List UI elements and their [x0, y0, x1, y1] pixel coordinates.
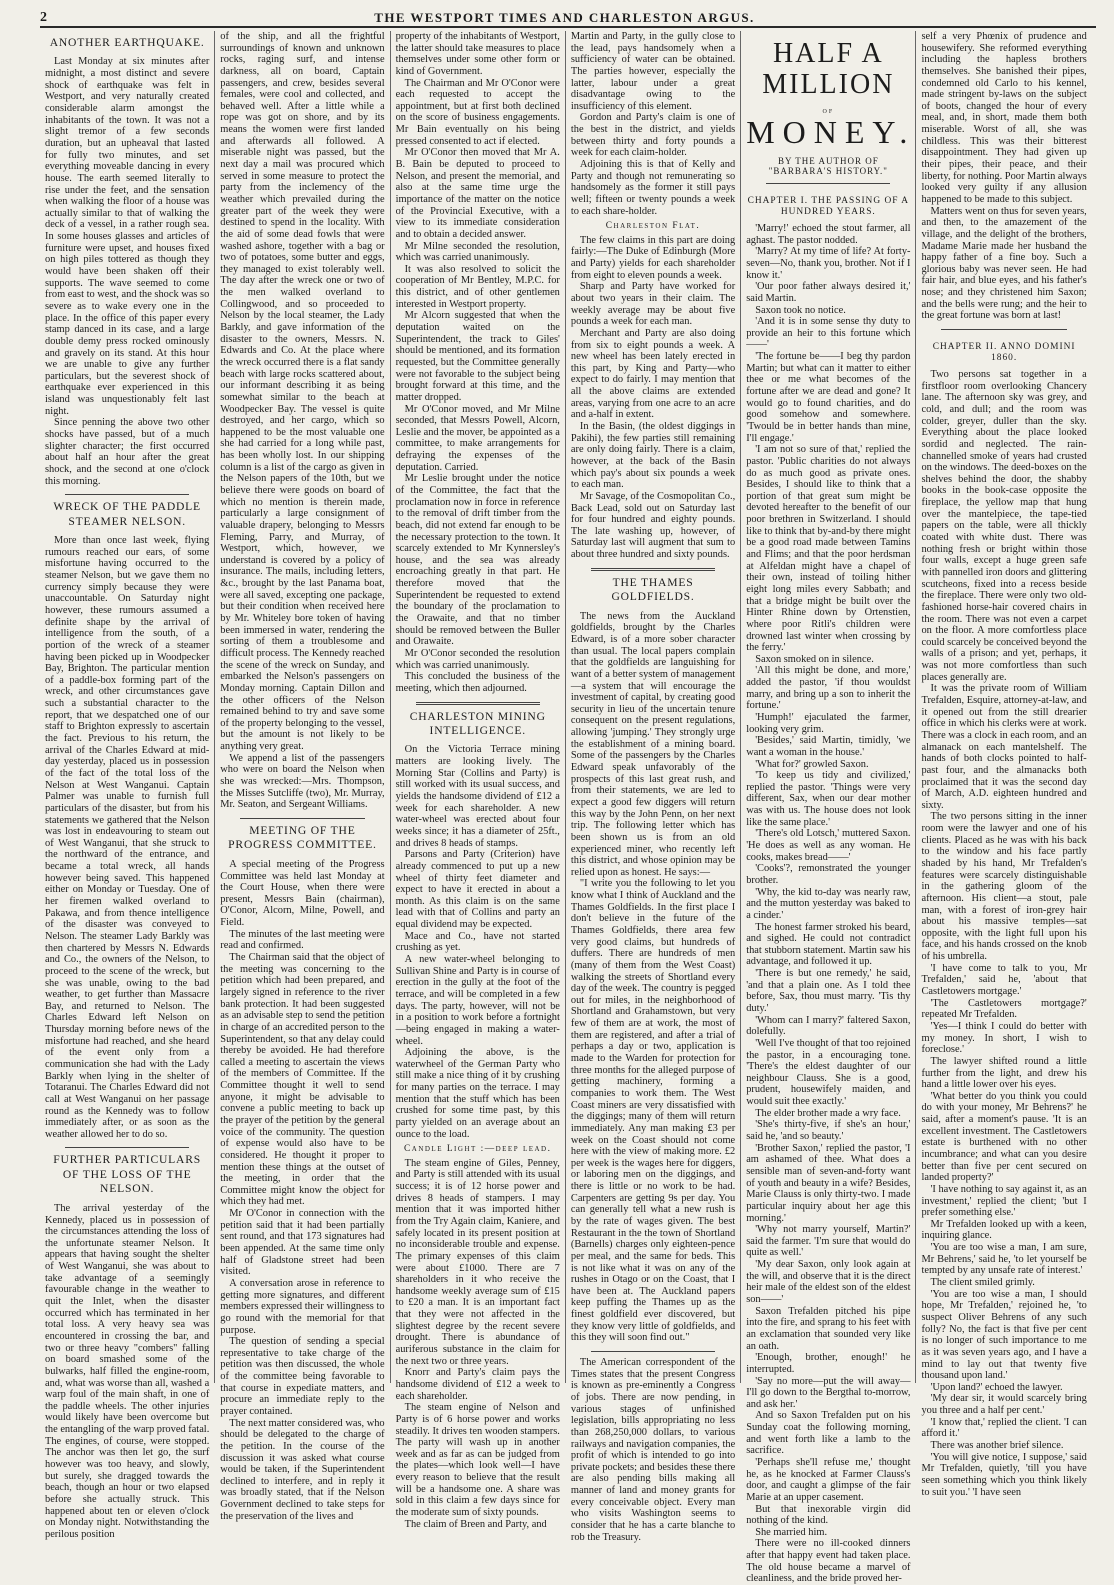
article-paragraph: This concluded the business of the meeting, which then adjourned.	[395, 671, 560, 694]
column-4	[566, 31, 741, 1543]
article-paragraph: The Chairman said that the object of the meeting was concerning to the petition which had been prepared, and largely signed in reference to the river bank protection. It had been suggested as an advisable step to send the petition in charge of an accredited person to the Superintendent, so that any delay could thereby be avoided. He had therefore called a meeting to ascertain the views of the members of Committee. If the Committee thought it well to send anyone, it might be advisable to convene a public meeting to back up the prayer of the petition by the general voice of the community. The question of expense would also have to be considered. He thought it proper to mention these things at the outset of the meeting, in order that the Committee might know the object for which they had met.	[220, 952, 385, 1208]
story-paragraph: 'All this might be done, and more,' added the pastor, 'if thou wouldst marry, and bring up a son to inherit the fortune.'	[746, 665, 911, 712]
column-rule	[941, 329, 1066, 330]
column-6	[916, 31, 1091, 1498]
story-paragraph: There was another brief silence.	[930, 1440, 1064, 1452]
serial-title-line-1: HALF A MILLION	[762, 38, 895, 100]
serial-title-line-2: MONEY.	[746, 113, 916, 150]
article-paragraph: Mace and Co., have not started crushing as yet.	[395, 930, 560, 954]
article-paragraph: The steam engine of Giles, Penney, and Party is still attended with its usual success; it is of 12 horse power and drives 8 heads of stampers. I may mention that it was imported hither from the Try Again claim, Kaniere, and safely located in its present position at no inconsiderable trouble and expense. The primary expenses of this claim were about £1000. There are 7 shareholders in it who receive the handsome weekly average sum of £15 to £20 a man. It is an important fact that they were not affected in the slightest degree by the recent severe drought. There is abundance of auriferous substance in the claim for the next two or three years.	[395, 1157, 560, 1367]
headline-progress-committee: MEETING OF THE PROGRESS COMMITTEE.	[228, 823, 377, 852]
column-3	[391, 31, 566, 1530]
story-paragraph: The two persons sitting in the inner room were the lawyer and one of his clients. Placed as he was with his back to the window and his face partly shaded by his hand, Mr Trefalden's features were scarcely distinguishable in the gathering gloom of the afternoon. His client—a stout, pale man, with a forest of iron-grey hair about his massive temples—sat opposite, with the light full upon his face, and his hands crossed on the knob of his umbrella.	[921, 811, 1087, 963]
story-paragraph: 'You will give notice, I suppose,' said Mr Trefalden, quietly, 'till you have seen something which you think likely to suit you.' 'I have seen	[921, 1451, 1087, 1498]
story-paragraph: Two persons sat together in a firstfloor room overlooking Chancery lane. The afternoon sky was grey, and cold, and dull; and the room was colder, greyer, duller than the sky. Everything about the place looked sordid and neglected. The rain-channelled smoke of years had crusted on the windows. The deed-boxes on the shelves behind the door, the shabby books in the book-case opposite the fireplace, the yellow map that hung over the mantelpiece, the tape-tied papers on the table, were all thickly coated with white dust. There was nothing fresh or bright within those four walls, except a huge green safe with pannelled iron doors and glittering scutcheons, fixed into a recess beside the fireplace. There were only two old-fashioned horse-hair covered chairs in the room. There was not even a carpet on the floor. A more comfortless place could scarcely be conceived beyond the walls of a prison; and yet, perhaps, it was not more comfortless than such places generally are.	[921, 369, 1087, 683]
story-paragraph: 'Why, the kid to-day was nearly raw, and the mutton yesterday was baked to a cinder.'	[746, 886, 911, 921]
article-paragraph: Sharp and Party have worked for about two years in their claim. The weekly average may be about five pounds a week for each man.	[570, 281, 736, 328]
article-paragraph: Merchant and Party are also doing from six to eight pounds a week. A new wheel has been lately erected in this part, by King and Party—who expect to do fairly. I may mention that all the above claims are extended areas, varying from one acre to an acre and a-half in extent.	[570, 327, 736, 421]
story-paragraph: 'She's thirty-five, if she's an hour,' said he, 'and so beauty.'	[746, 1119, 911, 1143]
article-paragraph: The steam engine of Nelson and Party is of 6 horse power and works steadily. It drives ten wooden stampers. The party will wash up in another week and as far as can be judged from the plates—which look well—I have every reason to believe that the result will be a handsome one. A share was sold in this claim a few days since for the moderate sum of sixty pounds.	[395, 1402, 560, 1519]
article-paragraph: of the ship, and all the frightful surroundings of known and unknown rocks, raging surf, and intense darkness, all on board, Captain passengers, and crew, besides several females, were cool and collected, and behaved well. After a little while a rope was got on shore, and by its means the women were first landed and afterwards all followed. A miserable night was passed, but the next day a mail was procured which served in some measure to protect the party from the inclemency of the weather which prevailed during the greater part of the week they were destined to spend in the locality. With the aid of some dead fowls that were washed ashore, together with a bag or two of potatoes, some butter and eggs, they managed to exist tolerably well. The day after the wreck one or two of the men walked overland to Collingwood, and so proceeded to Nelson by the local steamer, the Lady Barkly, and gave information of the disaster to the owners, Messrs. N. Edwards and Co. At the place where the wreck occurred there is a flat sandy beach with large rocks scattered about, our informant describing it as being somewhat similar to the beach at Woodpecker Bay. The vessel is quite destroyed, and her cargo, which so happened to be the most valuable one she had carried for a long while past, has been wholly lost. In our shipping column is a list of the cargo as given in the Nelson papers of the 10th, but we believe there were goods on board of which no mention is therein made, particularly a large consignment of valuable drapery, belonging to Messrs Fleming, Parry, and Murray, of Westport, which, however, we understand is covered by a policy of insurance. The mails, including letters, &c., brought by the last Panama boat, were all saved, excepting one package, but their condition when received here by Mr. Whiteley bore token of having been immersed in water, rendering the sorting of them a troublesome and difficult process. The Kennedy reached the scene of the wreck on Sunday, and embarked the Nelson's passengers on Monday morning. Captain Dillon and the other officers of the Nelson remained behind to try and save some of the property belonging to the vessel, but the amount is not likely to be anything very great.	[220, 31, 385, 753]
article-paragraph: Parsons and Party (Criterion) have already commenced to put up a new wheel of thirty feet diameter and expect to have it erected in about a month. As this claim is on the same lead with that of Collins and party an equal dividend may be expected.	[395, 849, 560, 931]
column-rule	[65, 494, 189, 495]
story-paragraph: But that inexorable virgin did nothing of the kind.	[746, 1503, 911, 1527]
column-rule	[766, 183, 890, 184]
column-2	[215, 31, 390, 1522]
headline-wreck-nelson: WRECK OF THE PADDLE STEAMER NELSON.	[53, 500, 201, 528]
article-paragraph: A new water-wheel belonging to Sullivan Shine and Party is in course of erection in the gully at the foot of the terrace, and will be completed in a few days. The party, however, will not be in a position to work before a fortnight—being engaged in making a water-wheel.	[395, 954, 560, 1047]
story-paragraph: 'Marry? At my time of life? At forty-seven—No, thank you, brother. Not if I know it.'	[746, 246, 911, 281]
article-paragraph: The Chairman and Mr O'Conor were each requested to accept the appointment, but at first both declined on the score of business engagements. Mr Bain eventually on his being pressed consented to act if elected.	[395, 77, 560, 147]
story-paragraph: 'Brother Saxon,' replied the pastor, 'I am ashamed of thee. What does a sensible man of seven-and-forty want of youth and beauty in a wife? Besides, Marie Clauss is only thirty-two. I made particular inquiry about her age this morning.'	[746, 1142, 911, 1224]
column-rule	[591, 1351, 715, 1352]
headline-charleston-mining: CHARLESTON MINING INTELLIGENCE.	[409, 709, 546, 737]
story-paragraph: Saxon smoked on in silence.	[755, 653, 874, 665]
story-paragraph: 'Say no more—put the will away—I'll go down to the Bergthal to-morrow, and ask her.'	[746, 1375, 911, 1410]
story-paragraph: 'I am not so sure of that,' replied the pastor. 'Public charities do not always do as much good as private ones. Besides, I should like to think that a portion of that great sum might be devoted hereafter to the benefit of our poor brethren in Switzerland. I should like to think that by-and-by there might be a good road made between Tamins and Flims; and that the poor herdsman at Alfeldan might have a chapel of their own, instead of toiling hither eight long miles every Sabbath; and that a bridge might be built over the Hinter Rhine down by Ortenstien, where poor Ritli's children were drowned last winter when crossing by the ferry.'	[746, 444, 911, 654]
article-paragraph: Since penning the above two other shocks have passed, but of a much slighter character; the first occurred about half an hour after the great shock, and the second at one o'clock this morning.	[45, 417, 210, 487]
article-paragraph: Mr Milne seconded the resolution, which was carried unanimously.	[395, 240, 560, 264]
story-paragraph: 'My dear Saxon, only look again at the will, and observe that it is the direct heir male of the eldest son of the eldest son——'	[746, 1259, 911, 1306]
column-1	[40, 31, 215, 1540]
story-paragraph: Saxon Trefalden pitched his pipe into the fire, and sprang to his feet with an exclamation that sounded very like an oath.	[746, 1305, 911, 1352]
article-paragraph: The claim of Breen and Party, and	[404, 1518, 547, 1530]
story-paragraph: Mr Trefalden looked up with a keen, inquiring glance.	[921, 1218, 1087, 1242]
article-paragraph: Mr O'Conor seconded the resolution which was carried unanimously.	[395, 647, 560, 671]
story-paragraph: 'What for?' growled Saxon.	[755, 758, 869, 770]
serial-byline: BY THE AUTHOR OF "BARBARA'S HISTORY."	[768, 155, 888, 176]
chapter-heading: CHAPTER II. ANNO DOMINI 1860.	[932, 342, 1076, 363]
headline-further-particulars: FURTHER PARTICULARS OF THE LOSS OF THE NELSON.	[53, 1153, 201, 1196]
column-rule	[65, 1147, 189, 1148]
story-paragraph: 'Upon land?' echoed the lawyer.	[930, 1381, 1063, 1393]
story-paragraph: 'The Castletowers mortgage?' repeated Mr Trefalden.	[921, 997, 1087, 1021]
article-paragraph: Mr Alcorn suggested that when the deputation waited on the Superintendent, the track to Giles' should be mentioned, and its formation requested, but the Committee generally were not favorable to the subject being brought forward at this time, and the matter dropped.	[395, 310, 560, 403]
subheading-candle-light: Candle Light :—deep lead.	[404, 1144, 552, 1155]
article-paragraph: Mr O'Conor in connection with the petition said that it had been partially sent round, and that 173 signatures had been appended. At the same time only half of Gladstone street had been visited.	[220, 1208, 385, 1278]
article-paragraph: A conversation arose in reference to getting more signatures, and different members expressed their willingness to go round with the memorial for that purpose.	[220, 1277, 385, 1336]
story-paragraph: self a very Phœnix of prudence and housewifery. She reformed everything including the hapless brothers themselves. She banished their pipes, condemned old Carlo to his kennel, made stringent by-laws on the subject of boots, changed the hour of every meal, and, in short, made them both miserable. Worst of all, she was childless. This was their bitterest disappointment. They had given up their pipes, their peace, and their liberty, for nothing. Poor Martin always looked very guilty if any allusion happened to be made to this subject.	[921, 31, 1087, 205]
article-paragraph: The American correspondent of the Times states that the present Congress is known as pre-eminently a Congress of jobs. There are now pending, in various stages of unfinished legislation, bills appropriating no less than 268,250,000 dollars, to various railways and navigation companies, the profit of which is intended to go into private pockets; and besides these there are also pending bills making all manner of land and money grants for every conceivable object. Every man who visits Washington seems to consider that he has a carte blanche to rob the Treasury.	[570, 1357, 736, 1543]
story-paragraph: 'The fortune be——I beg thy pardon Martin; but what can it matter to either thee or me what becomes of the fortune after we are dead and gone? It would go to found charities, and do good somehow and somewhere. 'Twould be in better hands than mine, I'll engage.'	[746, 351, 911, 444]
article-paragraph: It was also resolved to solicit the cooperation of Mr Bentley, M.P.C. for this district, and of other gentlemen interested in Westport property.	[395, 263, 560, 310]
article-paragraph: The question of sending a special representative to take charge of the petition was then discussed, the whole of the committee being favorable to that course in expediate matters, and procure an immediate reply to the prayer contained.	[220, 1336, 385, 1417]
story-paragraph: 'Perhaps she'll refuse me,' thought he, as he knocked at Farmer Clauss's door, and caught a glimpse of the fair Marie at an upper casement.	[746, 1456, 911, 1503]
subheading-charleston-flat: Charleston Flat.	[605, 221, 701, 232]
article-paragraph: More than once last week, flying rumours reached our ears, of some misfortune having occurred to the steamer Nelson, but we gave them no currency simply because they were unaccountable. On Saturday night however, these rumours assumed a definite shape by the arrival of intelligence from the south, of a portion of the wreck of a steamer having been picked up in Woodpecker Bay, Brighton. The particular mention of a paddle-box forming part of the wreck, and other circumstances gave such a substantial character to the report, that we despatched one of our staff to Brighton expressly to ascertain the fact. Previous to his return, the arrival of the Charles Edward at mid-day yesterday, placed us in possession of the fact of the total loss of the Nelson at West Wanganui. Captain Palmer was unable to furnish full particulars of the disaster, but from his statements we gathered that the Nelson was lost in endeavouring to steam out of West Wanganui, that she struck to the northward of the entrance, and became a total wreck, all hands however being saved. This happened either on Monday or Tuesday. One of her firemen walked overland to Pakawa, and from thence intelligence of the disaster was conveyed to Nelson. The steamer Lady Barkly was then chartered by Messrs N. Edwards and Co., the owners of the Nelson, to proceed to the scene of the wreck, but she was unable, owing to the bad weather, to get further than Massacre Bay, and returned to Nelson. The Charles Edward left Nelson on Thursday morning before news of the misfortune had reached, and she heard of the event only from a communication she had with the Lady Barkly when lying in the shelter of Totaranui. The Charles Edward did not call at West Wanganui on her passage round as the Kennedy was to follow immediately after, or as soon as the weather allowed her to do so.	[45, 535, 210, 1140]
story-paragraph: There were no ill-cooked dinners after that happy event had taken place. The old house became a marvel of cleanliness, and the bride proved her-	[746, 1538, 911, 1585]
story-paragraph: 'Cooks'?, remonstrated the younger brother.	[746, 863, 911, 886]
article-paragraph: The few claims in this part are doing fairly:—The Duke of Edinburgh (More and Party) yields for each shareholder from eight to eleven pounds a week.	[570, 234, 736, 281]
story-paragraph: 'Whom can I marry?' faltered Saxon, dolefully.	[746, 1014, 911, 1038]
story-paragraph: Saxon took no notice.	[755, 304, 846, 316]
story-paragraph: 'To keep us tidy and civilized,' replied the pastor. 'Things were very different, Sax, when our dear mother was with us. The house does not look like the same place.'	[746, 770, 911, 828]
story-paragraph: 'You are too wise a man, I should hope, Mr Trefalden,' rejoined he, 'to suspect Oliver Behrens of any such folly? No, the fact is that five per cent is no longer of such importance to me as it was seven years ago, and I have a mind to lay out that twenty five thousand upon land.'	[921, 1288, 1087, 1382]
article-paragraph: Mr Leslie brought under the notice of the Committee, the fact that the proclamation now in force in reference to the removal of drift timber from the beach, did not extend far enough to be the necessary protection to the town. It scarcely extended to Mr Kynnersley's house, and the sea was already encroaching greatly in that part. He therefore moved that the Superintendent be requested to extend the boundary of the proclamation to the Orawaite, and that no timber should be removed between the Buller and Orawaite.	[395, 473, 560, 648]
masthead	[40, 4, 1096, 28]
story-paragraph: Matters went on thus for seven years, and then, to the amazement of the village, and the delight of the brothers, Madame Marie made her husband the happy father of a fine boy. Such a glorious baby was never seen. He had fair hair, and blue eyes, and his father's nose; and they christened him Saxon; and the bells were rung; and the heir to the great fortune was born at last!	[921, 205, 1087, 322]
columns	[40, 31, 1096, 1585]
article-paragraph: property of the inhabitants of Westport, the latter should take measures to place themselves under some other form or kind of Government.	[395, 31, 560, 77]
article-paragraph: Gordon and Party's claim is one of the best in the district, and yields between thirty and forty pounds a week for each claim-holder.	[570, 112, 736, 159]
story-paragraph: 'Why not marry yourself, Martin?' said the farmer. 'I'm sure that would do quite as well.'	[746, 1224, 911, 1259]
story-paragraph: 'Besides,' said Martin, timidly, 'we want a woman in the house.'	[746, 735, 911, 758]
article-paragraph: Adjoining the above, is the waterwheel of the German Party who still make a nice thing of it by crushing for many parties on the terrace. I may mention that the stuff which has been crushed for some time past, by this party yielded on an average about an ounce to the load.	[395, 1047, 560, 1140]
story-paragraph: She married him.	[755, 1526, 828, 1538]
serial-title-of: of	[822, 104, 835, 115]
article-paragraph: "I write you the following to let you know what I think of Auckland and the Thames Goldfields. In the first place I don't believe in the future of the Thames Goldfields, there area few very good claims, but hundreds of duffers. There are hundreds of men (many of them from the West Coast) walking the streets of Shortland every day of the week. The country is pegged out for miles, in the neighborhood of Shortland and Grahamstown, but very few of them are at work, the most of them are registered, and after a trial of perhaps a day or two, application is made to the Warden for protection for three months for the alleged purpose of getting machinery, forming a companies to work them. The West Coast miners are very dissatisfied with the diggings; many of them will return immediately. Any man making £3 per week on the Coast should not come here with the view of making more. £2 per week is the wages here for diggers, or laboring men on the diggings, and there is little or no work to be had. Carpenters are getting 9s per day. You can generally tell what a new rush is by the rate of wages given. The best Restaurant in the the town of Shortland (Barnells) charges only eighteen-pence per meal, and the same for beds. This is not like what it was on any of the rushes in Otago or on the Coast, that I have been at. The Auckland papers keep puffing the Thames up as the finest goldfield ever discovered, but they know very little of goldfields, and this they will soon find out."	[570, 878, 736, 1344]
article-paragraph: Knorr and Party's claim pays the handsome dividend of £12 a week to each shareholder.	[395, 1367, 560, 1402]
article-paragraph: Martin and Party, in the gully close to the lead, pays handsomely when a sufficiency of water can be obtained. The parties however, especially the latter, labour under a great disadvantage owing to the insufficiency of this element.	[570, 31, 736, 112]
story-paragraph: 'My dear sir, it would scarcely bring you three and a half per cent.'	[921, 1393, 1087, 1417]
headline-thames-goldfields: THE THAMES GOLDFIELDS.	[611, 575, 695, 604]
story-paragraph: 'Humph!' ejaculated the farmer, looking very grim.	[746, 711, 911, 735]
story-paragraph: 'I have nothing to say against it, as an investment,' replied the client; 'but I prefer something else.'	[921, 1183, 1087, 1219]
article-paragraph: The next matter considered was, who should be delegated to the charge of the petition. In the course of the discussion it was asked what course would be taken, if the Superintendent declined to interfere, and in reply it was broadly stated, that if the Nelson Government declined to take steps for the preservation of the lives and	[220, 1417, 385, 1522]
story-paragraph: It was the private room of William Trefalden, Esquire, attorney-at-law, and it opened out from the still drearier office in which his clerks were at work. There was a clock in each room, and an almanack on each mantelshelf. The hands of both clocks pointed to half-past four, and the almanacks both proclaimed that it was the second day of March, A.D. eighteen hundred and sixty.	[921, 683, 1087, 811]
page-number: 2	[40, 10, 47, 25]
column-rule	[240, 818, 364, 819]
newspaper-title: THE WESTPORT TIMES AND CHARLESTON ARGUS.	[374, 10, 755, 25]
article-paragraph: On the Victoria Terrace mining matters are looking lively. The Morning Star (Collins and Party) is still worked with its usual success, and yields the handsome dividend of £12 a week for each shareholder. A new water-wheel was erected about four weeks since; it has a diameter of 25ft., and drives 8 heads of stamps.	[395, 744, 560, 849]
article-paragraph: Adjoining this is that of Kelly and Party and though not remunerating so handsomely as the former it still pays well; fifteen or twenty pounds a week to each share-holder.	[570, 159, 736, 217]
article-paragraph: The news from the Auckland goldfields, brought by the Charles Edward, is of a more sober character than usual. The local papers complain that the goldfields are languishing for want of a better system of management—a system that will encourage the investment of capital, by creating good security in lieu of the uncertain tenure consequent on the present regulations, allowing 'jumping.' They strongly urge the establishment of a mining board. Some of the passengers by the Charles Edward speak unfavorably of the prospects of this last great rush, and from their statements, we are led to expect a good few diggers will return this way by the John Penn, on her next trip. The following letter which has been shown us is from an old experienced miner, who recently left this district, and whose opinion may be relied upon as honest. He says:—	[570, 610, 736, 878]
story-paragraph: 'Yes—I think I could do better with my money. In short, I wish to foreclose.'	[921, 1020, 1087, 1056]
article-paragraph: The arrival yesterday of the Kennedy, placed us in possession of the circumstances attending the loss of the unfortunate steamer Nelson. It appears that having sought the shelter of West Wanganui, she was about to take advantage of a seemingly favourable change in the weather to quit the Inlet, when the disaster occurred which has terminated in her total loss. A very heavy sea was encountered in crossing the bar, and two or three heavy "combers" falling on board smashed some of the bulwarks, half filled the engine-room, and, what was worse than all, washed a warp foul of the main shaft, in one of the paddle wheels. The other injuries would likely have been overcome but the entangling of the warp proved fatal. The engines, of course, were stopped. The anchor was then let go, the surf however was too heavy, and slowly, but surely, she dragged towards the beach, though an hour or two elapsed before she actually struck. This happened about ten or eleven o'clock on Monday night. Notwithstanding the perilous position	[45, 1202, 210, 1540]
story-paragraph: 'And it is in some sense thy duty to provide an heir to this fortune which——'	[746, 316, 911, 351]
chapter-heading: CHAPTER I. THE PASSING OF A HUNDRED YEARS.	[747, 196, 910, 217]
article-paragraph: Mr Savage, of the Cosmopolitan Co., Back Lead, sold out on Saturday last for four hundred and eighty pounds. The late washing up, however, of Saturday last will augment that sum to about three hundred and sixty pounds.	[570, 490, 736, 561]
story-paragraph: The elder brother made a wry face.	[755, 1107, 901, 1119]
article-paragraph: In the Basin, (the oldest diggings in Pakihi), the few parties still remaining are only doing fairly. There is a claim, however, at the back of the Basin which pay's about six pounds a week to each man.	[570, 421, 736, 491]
story-paragraph: The client smiled grimly.	[930, 1277, 1035, 1289]
article-paragraph: Mr O'Conor then moved that Mr A. B. Bain be deputed to proceed to Nelson, and present the memorial, and also at the same time urge the importance of the matter on the notice of the Provincial Executive, with a view to its immediate consideration and to obtain a decided answer.	[395, 147, 560, 240]
story-paragraph: 'Well I've thought of that too rejoined the pastor, in a encouraging tone. 'There's the eldest daughter of our neighbour Clauss. She is a good, prudent, housewifely maiden, and would suit thee exactly.'	[746, 1037, 911, 1108]
story-paragraph: The lawyer shifted round a little further from the light, and drew his hand a little lower over his eyes.	[921, 1055, 1087, 1091]
story-paragraph: 'There's old Lotsch,' muttered Saxon. 'He does as well as any woman. He cooks, makes bread——'	[746, 828, 911, 863]
article-paragraph: Mr O'Conor moved, and Mr Milne seconded, that Messrs Powell, Alcorn, Leslie and the mover, be appointed as a committee, to make arrangements for defraying the expenses of the deputation. Carried.	[395, 403, 560, 473]
headline-another-earthquake: ANOTHER EARTHQUAKE.	[49, 36, 205, 49]
story-paragraph: The honest farmer stroked his beard, and sighed. He could not contradict that stubborn statement. Martin saw his advantage, and followed it up.	[746, 921, 911, 968]
article-paragraph: A special meeting of the Progress Committee was held last Monday at the Court House, when there were present, Messrs Bain (chairman), O'Conor, Alcorn, Milne, Powell, and Field.	[220, 858, 385, 929]
article-paragraph: Last Monday at six minutes after midnight, a most distinct and severe shock of earthquake was felt in Westport, and very naturally created considerable alarm amongst the inhabitants of the town. It was not a slight tremor of a few seconds duration, but an upheaval that lasted for fully two minutes, and set everything moveable dancing in every house. The earth seemed literally to rise under the feet, and the sensation when walking the floor of a house was actually similar to that of walking the deck of a vessel, in a rather rough sea. In some houses glasses and articles of furniture were upset, and houses fixed on high piles tottered as though they would have been shaken off their supports. The wave seemed to come from east to west, and the shock was so severe as to wake every one in the place. In the office of this paper every stamp danced in its case, and a large double demy press rocked ominously and gravely on its stand. At this hour we are unable to give any further particulars, but the severest shock of earthquake ever experienced in this island was unquestionably felt last night.	[45, 56, 210, 417]
story-paragraph: 'Marry!' echoed the stout farmer, all aghast. The pastor nodded.	[746, 223, 911, 246]
column-rule	[416, 702, 540, 705]
story-paragraph: 'Our poor father always desired it,' said Martin.	[746, 281, 911, 304]
story-paragraph: 'There is but one remedy,' he said, 'and that a plain one. As I told thee before, Sax, thou must marry. 'Tis thy duty.'	[746, 968, 911, 1014]
story-paragraph: 'What better do you think you could do with your money, Mr Behrens?' he said, after a moment's pause. 'It is an excellent investment. The Castletowers estate is burthened with no other incumbrance; and what can you desire better than five per cent secured on landed property?'	[921, 1090, 1087, 1184]
story-paragraph: And so Saxon Trefalden put on his Sunday coat the following morning, and went forth like a lamb to the sacrifice.	[746, 1410, 911, 1457]
column-rule	[591, 568, 715, 571]
story-paragraph: 'Enough, brother, enough!' he interrupted.	[746, 1352, 911, 1375]
article-paragraph: The minutes of the last meeting were read and confirmed.	[220, 928, 385, 952]
story-paragraph: 'I have come to talk to you, Mr Trefalden,' said he, 'about that Castletowers mortgage.'	[921, 962, 1087, 998]
article-paragraph: We append a list of the passengers who were on board the Nelson when she was wrecked:—Mrs. Thompson, the Misses Sutcliffe (two), Mr. Murray, Mr. Seaton, and Sergeant Williams.	[220, 752, 385, 811]
story-paragraph: 'I know that,' replied the client. 'I can afford it.'	[921, 1416, 1087, 1440]
story-paragraph: 'You are too wise a man, I am sure, Mr Behrens,' said he, 'to let yourself be tempted by any unsafe rate of interest.'	[921, 1242, 1087, 1277]
column-5	[741, 31, 916, 1585]
